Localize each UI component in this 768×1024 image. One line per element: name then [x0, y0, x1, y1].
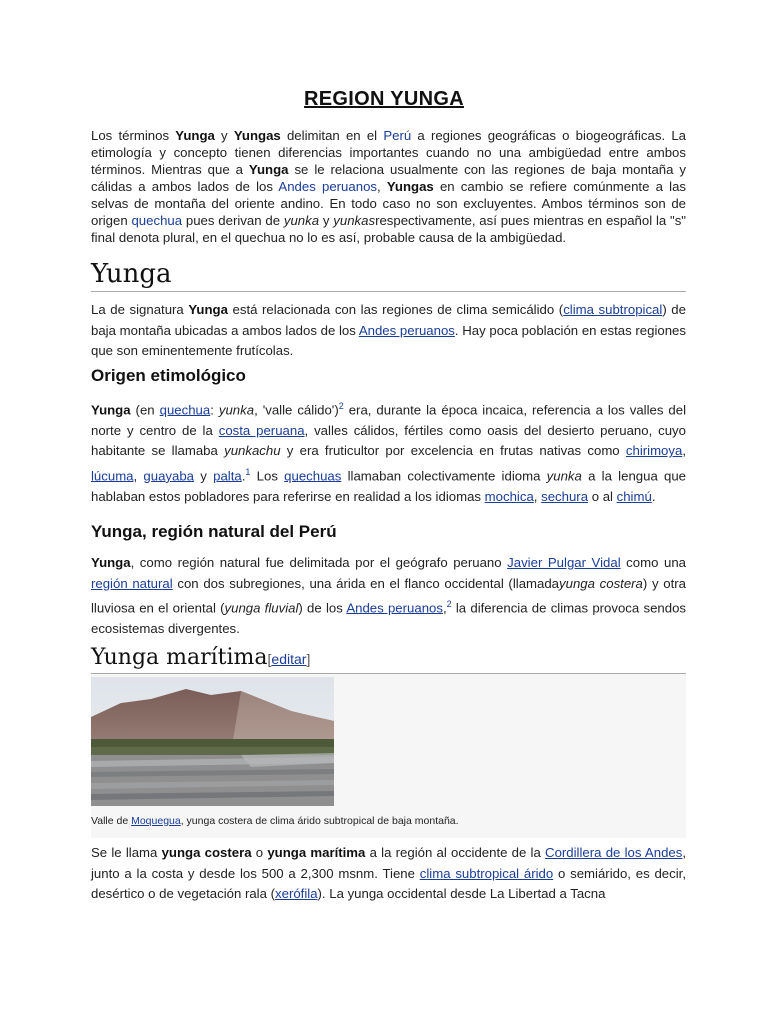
- text: está relacionada con las regiones de clima semicálido (: [227, 302, 564, 317]
- bold-term: Yunga: [188, 302, 228, 317]
- valley-photo: [91, 677, 334, 806]
- heading-text: Yunga marítima: [91, 645, 268, 670]
- text: respectivamente, así pues mientras en español la "s" final denota plural, en el quechua no lo es así, probable causa de la ambigüedad.: [91, 213, 686, 245]
- link-chirimoya[interactable]: chirimoya: [625, 443, 683, 459]
- text: (en: [130, 402, 160, 418]
- link-quechua[interactable]: quechua: [159, 402, 211, 418]
- link-pulgar-vidal[interactable]: Javier Pulgar Vidal: [507, 555, 621, 570]
- link-quechuas[interactable]: quechuas: [284, 468, 342, 484]
- text: y: [214, 128, 234, 143]
- link-guayaba[interactable]: guayaba: [143, 468, 195, 484]
- page-title: REGION YUNGA: [304, 88, 464, 110]
- text: , como región natural fue delimitada por el geógrafo peruano: [130, 555, 508, 570]
- text: La de signatura: [91, 302, 189, 317]
- region-natural-paragraph: [91, 553, 686, 639]
- bracket: ]: [306, 651, 311, 667]
- text: ,: [133, 468, 144, 484]
- link-sechura[interactable]: sechura: [541, 488, 589, 504]
- link-clima-subtropical-arido[interactable]: clima subtropical árido: [419, 865, 554, 881]
- text: o semiárido, es decir, desértico o de vegetación rala (: [91, 865, 686, 901]
- yunga-paragraph: [91, 300, 686, 362]
- text: o al: [588, 488, 617, 504]
- italic-term: yunkas: [333, 213, 376, 228]
- text: llamaban colectivamente idioma: [341, 468, 547, 484]
- text: ,: [377, 179, 387, 194]
- link-cordillera-andes[interactable]: Cordillera de los Andes: [545, 845, 683, 860]
- text: :: [210, 402, 219, 418]
- text: y era fruticultor por excelencia en frutas nativas como: [280, 443, 626, 459]
- text: Los: [250, 468, 285, 484]
- section-heading-origen: Origen etimológico: [91, 366, 246, 385]
- text: pues derivan de: [182, 213, 284, 228]
- text: Valle de: [91, 815, 132, 827]
- italic-term: yunkachu: [224, 443, 281, 459]
- text: , valles cálidos, fértiles como oasis del desierto peruano, cuyo habitante se llamaba: [91, 422, 686, 459]
- link-mochica[interactable]: mochica: [484, 488, 534, 504]
- italic-term: yunga costera: [559, 575, 643, 591]
- text: a regiones geográficas o biogeográficas. La etimología y concepto tienen diferencias importantes cuando no una ambigüedad entre ambos términos. Mientras que a: [91, 128, 686, 177]
- bold-term: Yunga: [91, 402, 131, 418]
- bold-term: Yungas: [233, 128, 281, 143]
- italic-term: yunka: [218, 402, 255, 418]
- text: Se le llama: [91, 845, 162, 860]
- text: . Hay poca población en estas regiones que son eminentemente frutícolas.: [91, 322, 686, 358]
- text: y: [319, 213, 334, 228]
- maritima-paragraph: [91, 843, 686, 905]
- text: , 'valle cálido'): [254, 402, 339, 418]
- text: era, durante la época incaica, referencia a los valles del norte y centro de la: [91, 402, 687, 438]
- bold-term: Yungas: [386, 179, 434, 194]
- footnote-ref[interactable]: 1: [245, 466, 251, 477]
- text: ) de los: [298, 600, 347, 616]
- link-peru[interactable]: Perú: [383, 128, 412, 143]
- section-heading-maritima: [91, 645, 686, 674]
- link-quechua[interactable]: quechua: [131, 213, 183, 228]
- footnote-ref[interactable]: 2: [446, 599, 452, 609]
- bold-term: yunga marítima: [267, 845, 366, 860]
- text: ). La yunga occidental desde La Libertad a Tacna: [317, 886, 606, 901]
- text: .: [651, 488, 656, 504]
- text: se le relaciona usualmente con las regiones de baja montaña y cálidas a ambos lados de los: [91, 162, 686, 194]
- edit-link-wrapper: [268, 651, 311, 667]
- origen-paragraph: [91, 396, 686, 507]
- section-heading-region-natural: Yunga, región natural del Perú: [91, 522, 337, 541]
- text: la diferencia de climas provoca sendos ecosistemas divergentes.: [91, 600, 686, 636]
- valley-photo-image: [91, 677, 334, 806]
- link-andes-peruanos[interactable]: Andes peruanos: [346, 600, 443, 616]
- link-xerofila[interactable]: xerófila: [275, 886, 318, 901]
- bold-term: yunga costera: [161, 845, 252, 860]
- text: ) y otra lluviosa en el oriental (: [91, 575, 686, 616]
- italic-term: yunka: [283, 213, 320, 228]
- link-lucuma[interactable]: lúcuma: [91, 468, 134, 484]
- link-palta[interactable]: palta: [213, 468, 242, 484]
- link-costa-peruana[interactable]: costa peruana: [218, 422, 305, 438]
- bold-term: Yunga: [175, 128, 215, 143]
- text: como una: [620, 555, 686, 570]
- link-andes-peruanos[interactable]: Andes peruanos: [358, 322, 455, 338]
- link-clima-subtropical[interactable]: clima subtropical: [563, 302, 663, 317]
- italic-term: yunga fluvial: [224, 600, 299, 616]
- text: , yunga costera de clima árido subtropical de baja montaña.: [180, 815, 459, 827]
- bold-term: Yunga: [248, 162, 289, 177]
- figure-caption: [91, 815, 459, 827]
- footnote-ref[interactable]: 2: [338, 401, 344, 411]
- text: delimitan en el: [280, 128, 384, 143]
- text: en cambio se refiere comúnmente a las selvas de montaña del oriente andino. En todo caso no son excluyentes. Ambos términos son de origen: [91, 179, 686, 228]
- link-moquegua[interactable]: Moquegua: [131, 815, 181, 827]
- edit-link[interactable]: editar: [271, 651, 307, 667]
- link-andes-peruanos[interactable]: Andes peruanos: [278, 179, 377, 194]
- link-chimu[interactable]: chimú: [616, 488, 652, 504]
- text: .: [241, 468, 246, 484]
- link-region-natural[interactable]: región natural: [91, 575, 173, 591]
- text: ,: [682, 443, 686, 459]
- text: Los términos: [91, 128, 176, 143]
- intro-paragraph: [91, 127, 686, 246]
- text: a la lengua que hablaban estos pobladores para referirse en realidad a los idiomas: [91, 468, 687, 504]
- text: o: [251, 845, 268, 860]
- text: con dos subregiones, una árida en el flanco occidental (llamada: [172, 575, 560, 591]
- bracket: [: [267, 651, 272, 667]
- text: a la región al occidente de la: [365, 845, 546, 860]
- text: ,: [533, 488, 542, 504]
- section-heading-yunga: Yunga: [91, 259, 686, 292]
- text: , junto a la costa y desde los 500 a 2,300 msnm. Tiene: [91, 845, 687, 881]
- text: ) de baja montaña ubicadas a ambos lados de los: [91, 302, 686, 338]
- text: y: [194, 468, 214, 484]
- italic-term: yunka: [546, 468, 582, 484]
- text: ,: [442, 600, 447, 616]
- bold-term: Yunga: [91, 555, 131, 570]
